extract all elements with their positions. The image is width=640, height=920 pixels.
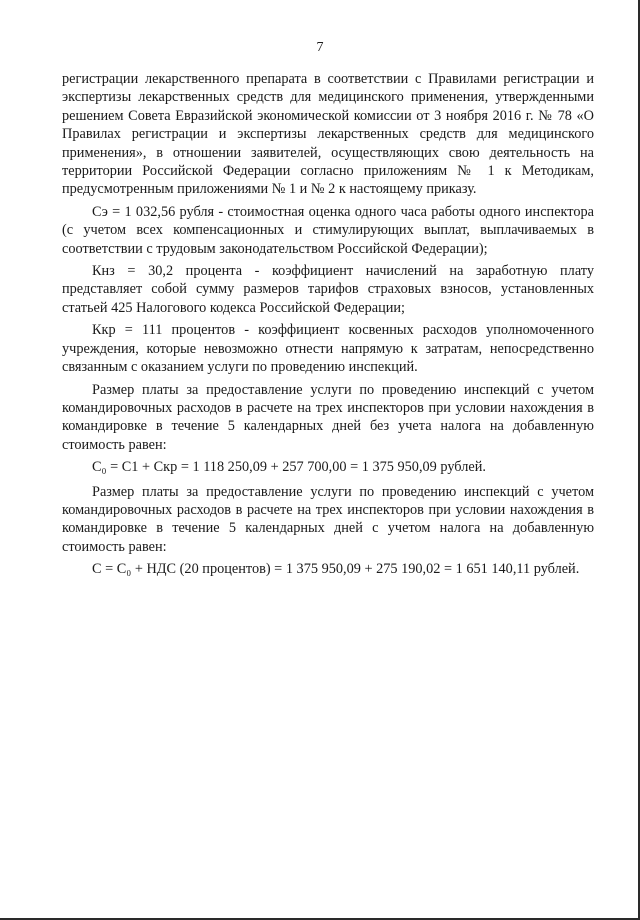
paragraph-se-definition: Сэ = 1 032,56 рубля - стоимостная оценка одного часа работы одного инспектора (с учетом всех компенсационных и стимулирующих выплат, выплачиваемых в соответствии с трудовым законодательством Российской Федерации);	[62, 203, 594, 257]
formula-c0: С₀ = С1 + Скр = 1 118 250,09 + 257 700,00 = 1 375 950,09 рублей.	[92, 459, 486, 476]
paragraph-kkr-definition: Ккр = 111 процентов - коэффициент косвенных расходов уполномоченного учреждения, которые невозможно отнести напрямую к затратам, непосредственно связанным с оказанием услуги по проведению инспекций.	[62, 322, 594, 376]
paragraph-fee-with-vat: Размер платы за предоставление услуги по проведению инспекций с учетом командировочных расходов в расчете на трех инспекторов при условии нахождения в командировке в течение 5 календарных дней с учетом налога на добавленную стоимость равен:	[62, 483, 594, 555]
page-number: 7	[316, 40, 324, 55]
paragraph-knz-definition: Кнз = 30,2 процента - коэффициент начислений на заработную плату представляет собой сумму размеров тарифов страховых взносов, установленных статьей 425 Налогового кодекса Российской Федерации;	[62, 263, 594, 316]
document-body	[62, 70, 594, 583]
paragraph-registration-continuation: регистрации лекарственного препарата в соответствии с Правилами регистрации и экспертизы лекарственных средств для медицинского применения, утвержденными решением Совета Евразийской экономической комиссии от 3 ноября 2016 г. № 78 «О Правилах регистрации и экспертизы лекарственных средств для медицинского применения», в отношении заявителей, осуществляющих свою деятельность на территории Российской Федерации согласно приложениям № 1 к Методикам, предусмотренным приложениями № 1 и № 2 к настоящему приказу.	[62, 71, 594, 198]
formula-c-total: С = С₀ + НДС (20 процентов) = 1 375 950,09 + 275 190,02 = 1 651 140,11 рублей.	[92, 561, 580, 578]
paragraph-fee-without-vat: Размер платы за предоставление услуги по проведению инспекций с учетом командировочных расходов в расчете на трех инспекторов при условии нахождения в командировке в течение 5 календарных дней без учета налога на добавленную стоимость равен:	[62, 381, 594, 453]
